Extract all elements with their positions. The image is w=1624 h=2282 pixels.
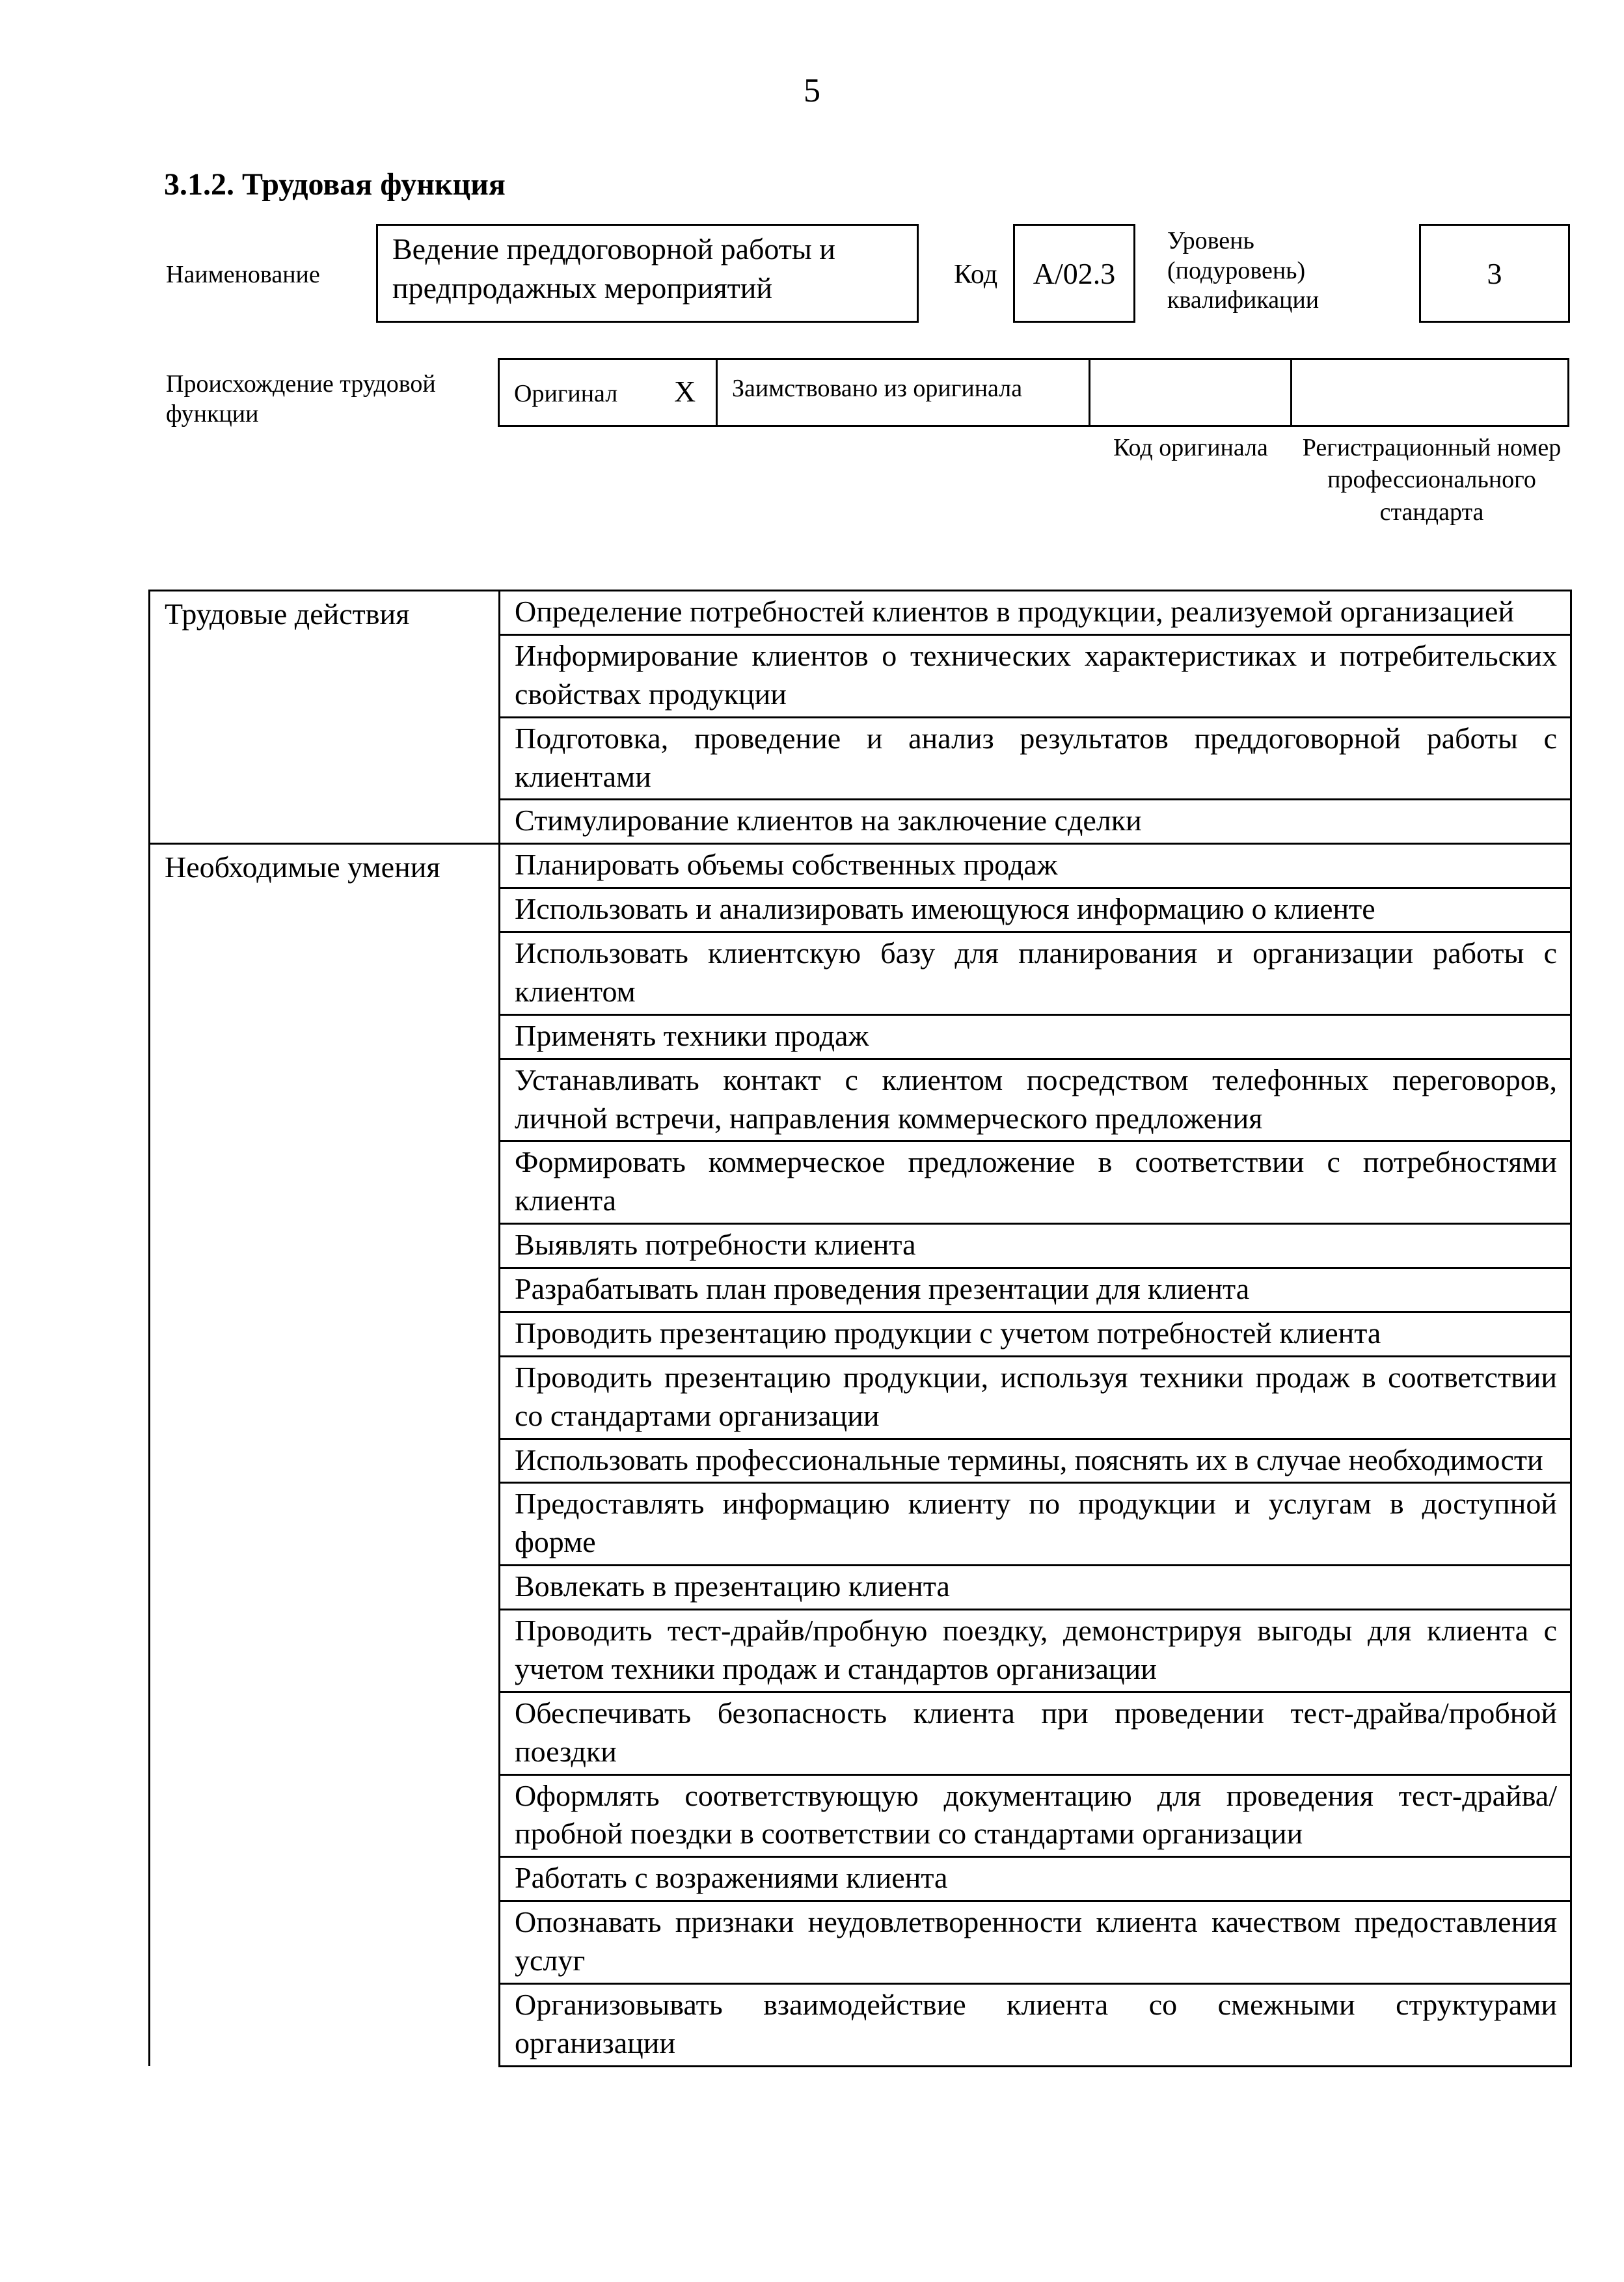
table-cell: Организовывать взаимодействие клиента со смежными структурами организации: [500, 1983, 1571, 2066]
table-cell: Использовать клиентскую базу для планирования и организации работы с клиентом: [500, 932, 1571, 1015]
table-cell: Определение потребностей клиентов в продукции, реализуемой организацией: [500, 591, 1571, 635]
function-name-box: [376, 224, 919, 323]
borrowed-cell: [718, 360, 1090, 425]
table-cell: Проводить тест-драйв/пробную поездку, демонстрируя выгоды для клиента с учетом техники продаж и стандартов организации: [500, 1610, 1571, 1692]
level-box: [1419, 224, 1570, 323]
reg-number-cell: [1292, 360, 1567, 425]
table-cell: Предоставлять информацию клиенту по продукции и услугам в доступной форме: [500, 1483, 1571, 1566]
table-cell: Проводить презентацию продукции, используя техники продаж в соответствии со стандартами организации: [500, 1356, 1571, 1439]
code-original-cell: [1090, 360, 1292, 425]
original-cell: [500, 360, 718, 425]
name-label: Наименование: [166, 261, 320, 288]
code-label: Код: [954, 260, 998, 290]
page-number: 5: [804, 72, 820, 109]
code-box: [1013, 224, 1135, 323]
section-title: 3.1.2. Трудовая функция: [164, 167, 506, 202]
table-cell: Устанавливать контакт с клиентом посредством телефонных переговоров, личной встречи, направления коммерческого предложения: [500, 1059, 1571, 1141]
table-cell: Использовать и анализировать имеющуюся информацию о клиенте: [500, 888, 1571, 932]
table-cell: Проводить презентацию продукции с учетом потребностей клиента: [500, 1312, 1571, 1356]
table-cell: Стимулирование клиентов на заключение сделки: [500, 800, 1571, 844]
section-title-cell: Трудовые действия: [150, 591, 500, 844]
table-cell: Работать с возражениями клиента: [500, 1857, 1571, 1901]
code-original-label: Код оригинала: [1113, 434, 1268, 461]
origin-label: Происхождение трудовой функции: [166, 370, 436, 428]
main-table: [148, 590, 1570, 2067]
table-cell: Оформлять соответствующую документацию для проведения тест-драйва/пробной поездки в соответствии со стандартами организации: [500, 1774, 1571, 1857]
table-row: [150, 591, 1571, 635]
table-cell: Вовлекать в презентацию клиента: [500, 1566, 1571, 1610]
table-cell: Обеспечивать безопасность клиента при проведении тест-драйва/пробной поездки: [500, 1692, 1571, 1774]
table-cell: Опознавать признаки неудовлетворенности клиента качеством предоставления услуг: [500, 1901, 1571, 1984]
section-title-cell: Необходимые умения: [150, 844, 500, 2066]
reg-number-label: Регистрационный номер профессионального стандарта: [1302, 434, 1562, 526]
origin-table: [498, 358, 1569, 427]
table-cell: Формировать коммерческое предложение в соответствии с потребностями клиента: [500, 1141, 1571, 1224]
table-cell: Применять техники продаж: [500, 1014, 1571, 1059]
borrowed-label: Заимствовано из оригинала: [732, 375, 1023, 402]
level-value: 3: [1487, 256, 1502, 290]
table-cell: Подготовка, проведение и анализ результатов преддоговорной работы с клиентами: [500, 717, 1571, 800]
function-name: Ведение преддоговорной работы и предпродажных мероприятий: [392, 232, 835, 305]
table-row: [150, 844, 1571, 888]
table-cell: Информирование клиентов о технических характеристиках и потребительских свойствах продукции: [500, 634, 1571, 717]
table-cell: Разрабатывать план проведения презентации для клиента: [500, 1268, 1571, 1312]
original-mark: X: [674, 375, 696, 408]
code-value: A/02.3: [1033, 256, 1116, 290]
level-label: Уровень (подуровень) квалификации: [1167, 227, 1320, 314]
table-cell: Выявлять потребности клиента: [500, 1224, 1571, 1268]
table-cell: Использовать профессиональные термины, пояснять их в случае необходимости: [500, 1439, 1571, 1483]
table-cell: Планировать объемы собственных продаж: [500, 844, 1571, 888]
original-label: Оригинал: [514, 380, 618, 407]
